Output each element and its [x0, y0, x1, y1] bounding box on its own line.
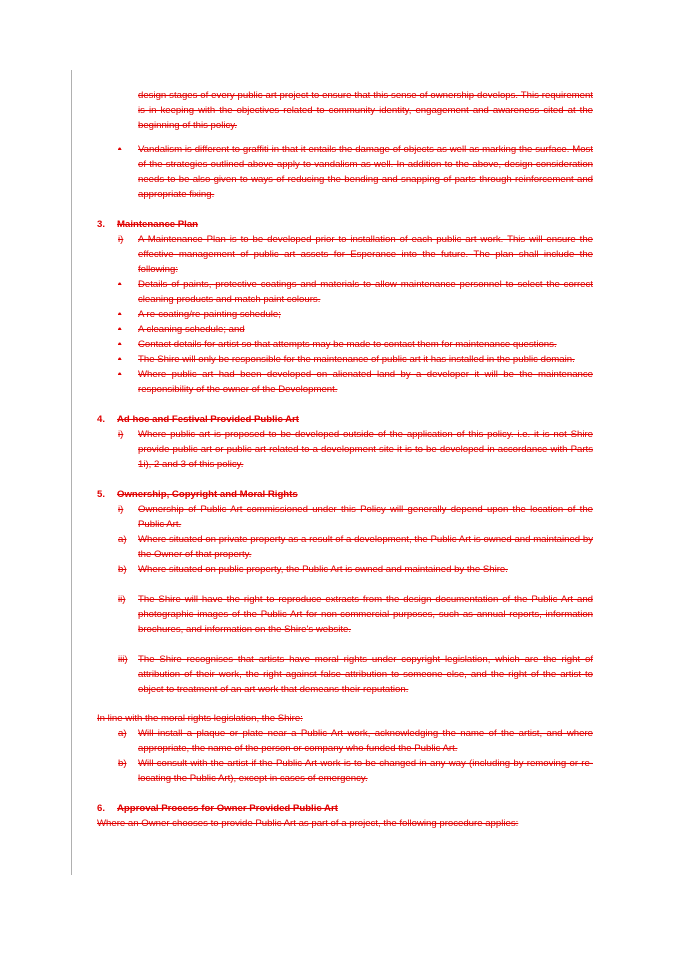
- bullet-marker: •: [118, 279, 122, 291]
- bullet-marker: •: [118, 369, 122, 381]
- section-5-heading: [97, 487, 593, 502]
- change-bar: [71, 70, 72, 875]
- bullet-text: A cleaning schedule; and: [138, 324, 245, 336]
- list-item: [97, 277, 593, 307]
- item-text: The Shire recognises that artists have moral rights under copyright legislation, which are the right of attribution of their work, the right against false attribution to someone else, and the right of the artist to object to treatment of an art work that demeans their reputation.: [138, 654, 593, 696]
- item-marker: b): [118, 758, 127, 770]
- item-marker: i): [118, 504, 124, 516]
- moral-rights-intro: In line with the moral rights legislation, the Shire:: [97, 713, 303, 725]
- section-6-intro: Where an Owner chooses to provide Public Art as part of a project, the following procedure applies:: [97, 818, 519, 830]
- list-item: [97, 322, 593, 337]
- section-4-heading: [97, 412, 593, 427]
- bullet-marker: •: [118, 144, 122, 156]
- list-item: [97, 367, 593, 397]
- item-text: A Maintenance Plan is to be developed prior to installation of each public art work. This will ensure the effective management of public art assets for Esperance into the future. The plan shall include the following:: [138, 234, 593, 276]
- bullet-marker: •: [118, 354, 122, 366]
- item-text: Ownership of Public Art commissioned under this Policy will generally depend upon the location of the Public Art.: [138, 504, 593, 531]
- section-4-item-i: [97, 427, 593, 472]
- vandalism-bullet: [97, 142, 593, 202]
- bullet-text: Where public art had been developed on alienated land by a developer it will be the maintenance responsibility of the owner of the Development.: [138, 369, 593, 396]
- section-number: 5.: [97, 489, 106, 501]
- section-3-heading: [97, 217, 593, 232]
- item-marker: b): [118, 564, 127, 576]
- moral-rights-a: [97, 726, 593, 756]
- section-5-sub-a: [97, 532, 593, 562]
- section-5-item-ii: [97, 592, 593, 637]
- bullet-text: The Shire will only be responsible for the maintenance of public art it has installed in the public domain.: [138, 354, 575, 366]
- section-number: 6.: [97, 803, 106, 815]
- item-marker: a): [118, 534, 127, 546]
- document-body: [97, 78, 593, 831]
- item-text: Where public art is proposed to be developed outside of the application of this policy. i.e. it is not Shire provide public art or public art related to a development site it is to be developed in accordance with Parts 1i), 2 and 3 of this policy.: [138, 429, 593, 471]
- bullet-text: Contact details for artist so that attempts may be made to contact them for maintenance questions.: [138, 339, 557, 351]
- list-item: [97, 352, 593, 367]
- item-marker: ii): [118, 594, 126, 606]
- item-text: Will install a plaque or plate near a Public Art work, acknowledging the name of the artist, and where appropriate, the name of the person or company who funded the Public Art.: [138, 728, 593, 755]
- list-item: [97, 307, 593, 322]
- item-text: Where situated on public property, the Public Art is owned and maintained by the Shire.: [138, 564, 508, 576]
- section-5-item-i: [97, 502, 593, 532]
- item-text: Will consult with the artist if the Public Art work is to be changed in any way (including by removing or re-locating the Public Art), except in cases of emergency.: [138, 758, 593, 785]
- item-marker: i): [118, 234, 124, 246]
- item-text: The Shire will have the right to reproduce extracts from the design documentation of the Public Art and photographic images of the Public Art for non-commercial purposes, such as annual reports, information brochures, and information on the Shire's website.: [138, 594, 593, 636]
- item-marker: iii): [118, 654, 128, 666]
- bullet-marker: •: [118, 309, 122, 321]
- section-3-item-i: [97, 232, 593, 277]
- section-title: Approval Process for Owner Provided Public Art: [117, 803, 338, 815]
- bullet-marker: •: [118, 324, 122, 336]
- item-marker: i): [118, 429, 124, 441]
- bullet-text: Details of paints, protective coatings and materials to allow maintenance personnel to select the correct cleaning products and match paint colours.: [138, 279, 593, 306]
- intro-continuation: design stages of every public art project to ensure that this sense of ownership develops. This requirement is in keeping with the objectives related to community identity, engagement and awareness cited at the beginning of this policy.: [138, 89, 593, 131]
- item-text: Where situated on private property as a result of a development, the Public Art is owned and maintained by the Owner of that property.: [138, 534, 593, 561]
- section-title: Ownership, Copyright and Moral Rights: [117, 489, 298, 501]
- bullet-text: A re-coating/re-painting schedule;: [138, 309, 281, 321]
- section-number: 3.: [97, 219, 106, 231]
- section-5-sub-b: [97, 562, 593, 577]
- section-5-item-iii: [97, 652, 593, 697]
- section-6-heading: [97, 801, 593, 816]
- section-title: Maintenance Plan: [117, 219, 199, 231]
- list-item: [97, 337, 593, 352]
- section-number: 4.: [97, 414, 106, 426]
- section-title: Ad hoc and Festival Provided Public Art: [117, 414, 299, 426]
- moral-rights-b: [97, 756, 593, 786]
- bullet-text: Vandalism is different to graffiti in that it entails the damage of objects as well as marking the surface. Most of the strategies outlined above apply to vandalism as well. In addition to the above, design consideration needs to be also given to ways of reducing the bending and snapping of parts through reinforcement and appropriate fixing.: [138, 144, 593, 201]
- item-marker: a): [118, 728, 127, 740]
- bullet-marker: •: [118, 339, 122, 351]
